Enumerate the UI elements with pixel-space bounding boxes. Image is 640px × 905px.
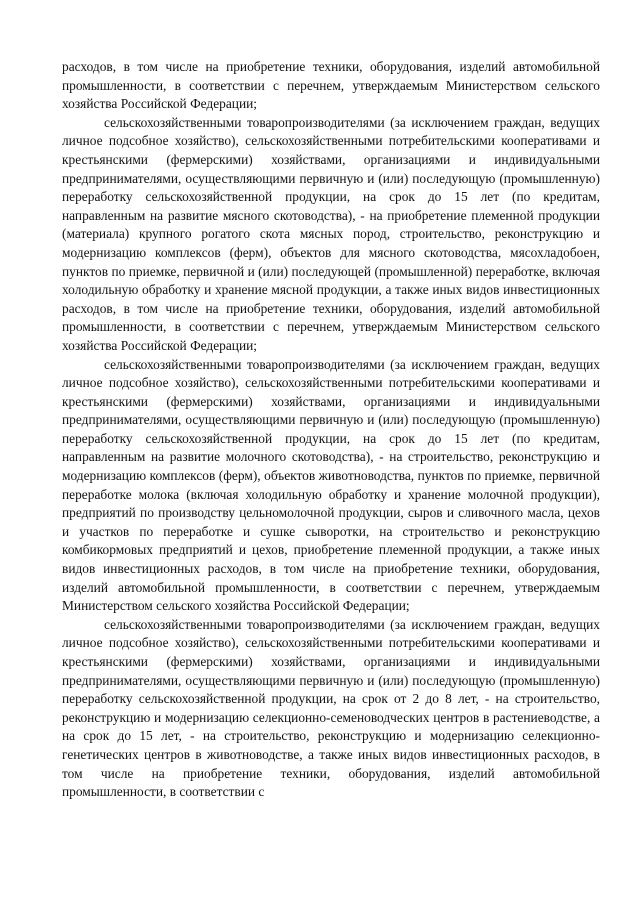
paragraph-4: сельскохозяйственными товаропроизводителями (за исключением граждан, ведущих личное подсобное хозяйство), сельскохозяйственными потребительскими кооперативами и крестьянскими (фермерскими) хозяйствами, организациями и индивидуальными предпринимателями, осуществляющими первичную и (или) последующую (промышленную) переработку сельскохозяйственной продукции, на срок от 2 до 8 лет, - на строительство, реконструкцию и модернизацию селекционно-семеноводческих центров в растениеводстве, а на срок до 15 лет, - на строительство, реконструкцию и модернизацию селекционно-генетических центров в животноводстве, а также иных видов инвестиционных расходов, в том числе на приобретение техники, оборудования, изделий автомобильной промышленности, в соответствии с [62,616,600,800]
paragraph-3: сельскохозяйственными товаропроизводителями (за исключением граждан, ведущих личное подсобное хозяйство), сельскохозяйственными потребительскими кооперативами и крестьянскими (фермерскими) хозяйствами, организациями и индивидуальными предпринимателями, осуществляющими первичную и (или) последующую (промышленную) переработку сельскохозяйственной продукции, на срок до 15 лет (по кредитам, направленным на развитие молочного скотоводства), - на строительство, реконструкцию и модернизацию комплексов (ферм), объектов животноводства, пунктов по приемке, первичной переработке молока (включая холодильную обработку и хранение молочной продукции), предприятий по производству цельномолочной продукции, сыров и сливочного масла, цехов и участков по переработке и сушке сыворотки, на строительство и реконструкцию комбикормовых предприятий и цехов, приобретение племенной продукции, а также иных видов инвестиционных расходов, в том числе на приобретение техники, оборудования, изделий автомобильной промышленности, в соответствии с перечнем, утверждаемым Министерством сельского хозяйства Российской Федерации; [62,356,600,614]
paragraph-2: сельскохозяйственными товаропроизводителями (за исключением граждан, ведущих личное подсобное хозяйство), сельскохозяйственными потребительскими кооперативами и крестьянскими (фермерскими) хозяйствами, организациями и индивидуальными предпринимателями, осуществляющими первичную и (или) последующую (промышленную) переработку сельскохозяйственной продукции, на срок до 15 лет (по кредитам, направленным на развитие мясного скотоводства), - на приобретение племенной продукции (материала) крупного рогатого скота мясных пород, строительство, реконструкцию и модернизацию комплексов (ферм), объектов для мясного скотоводства, мясохладобоен, пунктов по приемке, первичной и (или) последующей (промышленной) переработке, включая холодильную обработку и хранение мясной продукции, а также иных видов инвестиционных расходов, в том числе на приобретение техники, оборудования, изделий автомобильной промышленности, в соответствии с перечнем, утверждаемым Министерством сельского хозяйства Российской Федерации; [62,114,600,353]
paragraph-1: расходов, в том числе на приобретение техники, оборудования, изделий автомобильной промышленности, в соответствии с перечнем, утверждаемым Министерством сельского хозяйства Российской Федерации; [62,59,600,112]
